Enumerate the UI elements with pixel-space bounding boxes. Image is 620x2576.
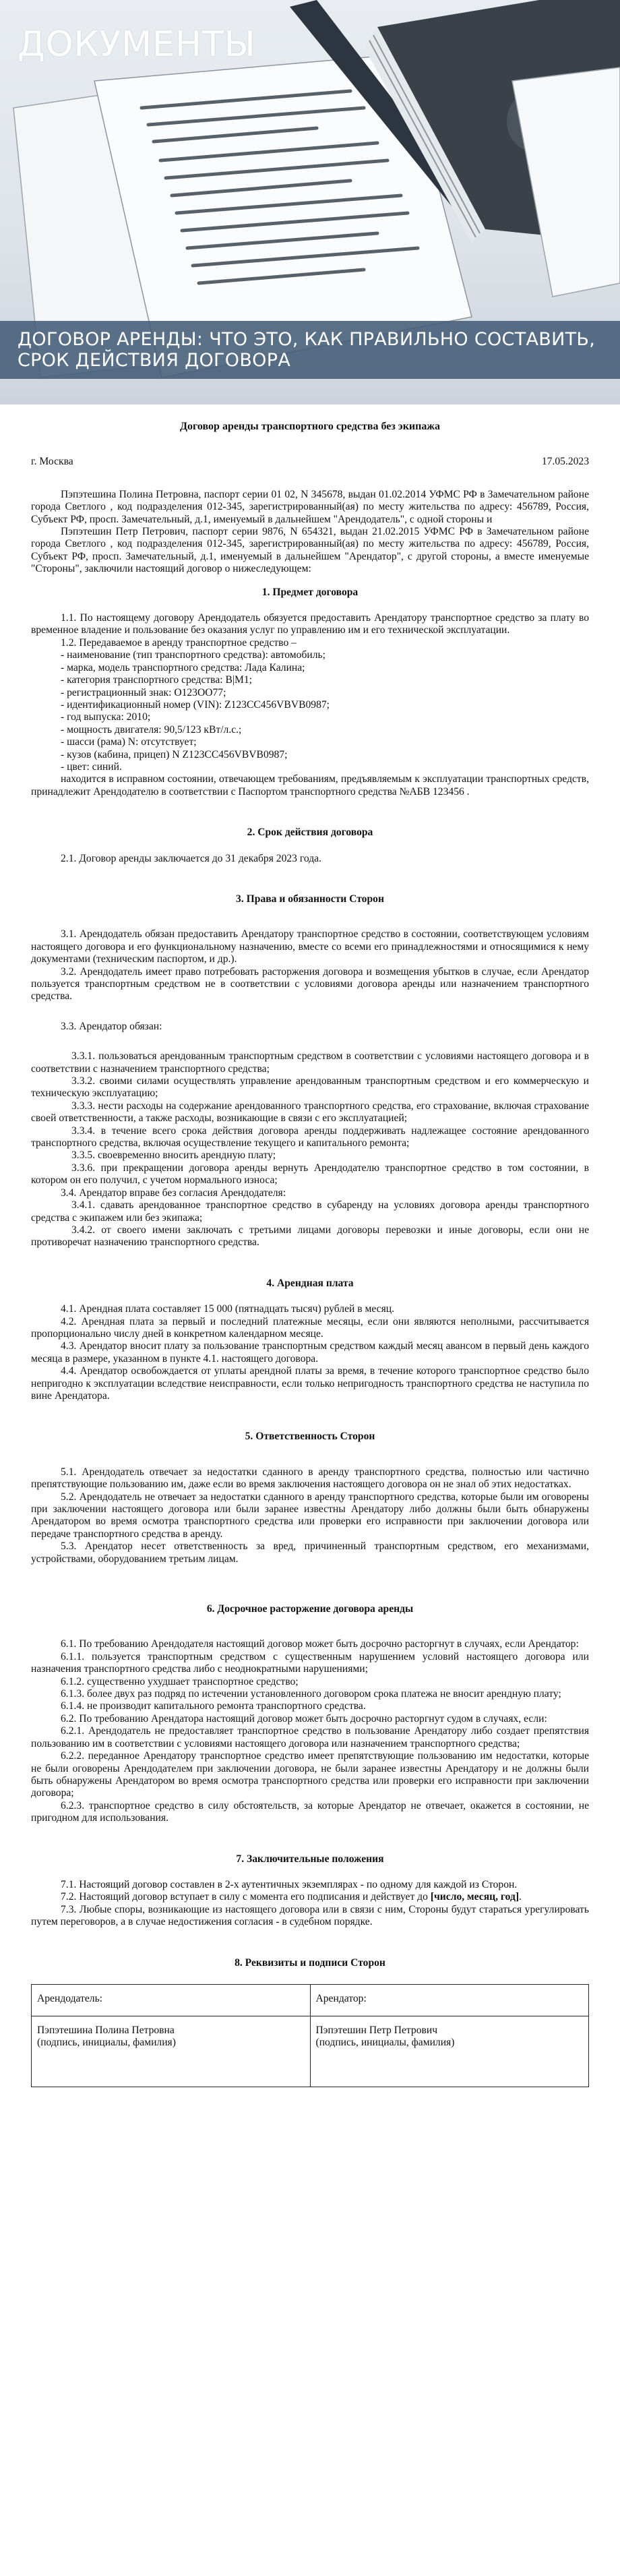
- banner-title: ДОКУМЕНТЫ: [18, 24, 256, 65]
- landlord-signature-hint: (подпись, инициалы, фамилия): [37, 2036, 176, 2048]
- clause-4-4: 4.4. Арендатор освобождается от уплаты арендной платы за время, в течение которого транспортное средство было непригодно к эксплуатации вследствие неисправности, если только непригодность транспортного средства не наступила по вине Арендатора.: [31, 1365, 589, 1402]
- tenant-name: Пэпэтешин Петр Петрович: [315, 2024, 438, 2036]
- section-title-2: 2. Срок действия договора: [247, 827, 373, 839]
- vehicle-spec-item: - мощность двигателя: 90,5/123 кВт/л.с.;: [61, 723, 242, 736]
- section-title-7: 7. Заключительные положения: [236, 1853, 384, 1865]
- clause-3-3-2: 3.3.2. своими силами осуществлять управление арендованным транспортным средством и его коммерческую и техническую эксплуатацию;: [31, 1075, 589, 1100]
- clause-4-2: 4.2. Арендная плата за первый и последний платежные месяцы, если они являются неполными, рассчитывается пропорционально числу дней в конкретном календарном месяце.: [31, 1315, 589, 1340]
- clause-3-3-5: 3.3.5. своевременно вносить арендную плату;: [71, 1149, 276, 1162]
- clause-3-3-1: 3.3.1. пользоваться арендованным транспортным средством в соответствии с условиями настоящего договора и в соответствии с назначением транспортного средства;: [31, 1050, 589, 1075]
- clause-3-4-2: 3.4.2. от своего имени заключать с третьими лицами договоры перевозки и иные договоры, если они не противоречат назначению транспортного средства.: [31, 1224, 589, 1249]
- landlord-name: Пэпэтешина Полина Петровна: [37, 2024, 175, 2036]
- clause-3-3-6: 3.3.6. при прекращении договора аренды вернуть Арендодателю транспортное средство в том состоянии, в котором он его получил, с учетом нормального износа;: [31, 1162, 589, 1187]
- clause-7-2-placeholder: [число, месяц, год]: [430, 1891, 520, 1903]
- clause-7-2: [31, 1891, 589, 1903]
- vehicle-spec-item: - марка, модель транспортного средства: Лада Калина;: [61, 661, 305, 673]
- vehicle-spec-item: - регистрационный знак: О123ОО77;: [61, 686, 226, 698]
- clause-4-1: 4.1. Арендная плата составляет 15 000 (пятнадцать тысяч) рублей в месяц.: [61, 1303, 395, 1315]
- contract-document: [31, 405, 589, 2087]
- clause-6-2-2: 6.2.2. переданное Арендатору транспортное средство имеет препятствующие пользованию им недостатки, которые не были оговорены Арендодателем при заключении договора, не были заранее известны Арендатору и не должны были быть обнаружены Арендатором во время осмотра транспортного средства или проверки его исправности при заключении договора;: [31, 1750, 589, 1799]
- clause-7-2-text: 7.2. Настоящий договор вступает в силу с момента его подписания и действует до: [61, 1891, 431, 1903]
- party-tenant-paragraph: Пэпэтешин Петр Петрович, паспорт серии 9876, N 654321, выдан 21.02.2015 УФМС РФ в Замечательном районе города Светлого , код подразделения 012-345, зарегистрированный(ая) по месту жительства по адресу: 456789, Россия, Субъект РФ, просп. Замечательный, д.1, именуемый в дальнейшем "Арендатор", с другой стороны, а вместе именуемые "Стороны", заключили настоящий договор о нижеследующем:: [31, 526, 589, 575]
- clause-7-2-end: .: [519, 1891, 522, 1903]
- clause-6-2-3: 6.2.3. транспортное средство в силу обстоятельств, за которые Арендатор не отвечает, окажется в состоянии, не пригодном для использования.: [31, 1799, 589, 1824]
- section-title-4: 4. Арендная плата: [266, 1277, 354, 1289]
- signatures-table: [31, 1984, 589, 2087]
- contract-title: Договор аренды транспортного средства без экипажа: [180, 421, 440, 432]
- clause-3-1: 3.1. Арендодатель обязан предоставить Арендатору транспортное средство в состоянии, соответствующем условиям настоящего договора и его функциональному назначению, вместе со всеми его принадлежностями и относящимися к нему документами (техническим паспортом, и др.).: [31, 928, 589, 965]
- vehicle-spec-item: - кузов (кабина, прицеп) N Z123CC456VBVB0987;: [61, 748, 288, 760]
- vehicle-spec-item: - цвет: синий.: [61, 760, 122, 773]
- clause-3-4: 3.4. Арендатор вправе без согласия Арендодателя:: [61, 1187, 286, 1199]
- vehicle-spec-item: - наименование (тип транспортного средства): автомобиль;: [61, 649, 326, 661]
- clause-6-2: 6.2. По требованию Арендатора настоящий договор может быть досрочно расторгнут судом в случаях, если:: [61, 1712, 547, 1725]
- landlord-heading-cell: Арендодатель:: [32, 1984, 311, 2016]
- clause-6-1-1: 6.1.1. пользуется транспортным средством с существенным нарушением условий настоящего договора или назначения транспортного средства либо с неоднократными нарушениями;: [31, 1650, 589, 1675]
- section-title-6: 6. Досрочное расторжение договора аренды: [206, 1603, 414, 1615]
- section-title-8: 8. Реквизиты и подписи Сторон: [235, 1956, 385, 1969]
- clause-6-2-1: 6.2.1. Арендодатель не предоставляет транспортное средство в пользование Арендатору либо создает препятствия пользованию им в соответствии с условиями настоящего договора или назначением транспортного средства;: [31, 1725, 589, 1749]
- clause-4-3: 4.3. Арендатор вносит плату за пользование транспортным средством каждый месяц авансом в первый день каждого месяца в размере, указанном в пункте 4.1. настоящего договора.: [31, 1340, 589, 1365]
- tenant-heading-cell: Арендатор:: [310, 1984, 589, 2016]
- vehicle-spec-item: - идентификационный номер (VIN): Z123CC456VBVB0987;: [61, 698, 330, 711]
- clause-1-2: 1.2. Передаваемое в аренду транспортное средство –: [61, 636, 297, 649]
- clause-3-4-1: 3.4.1. сдавать арендованное транспортное средство в субаренду на условиях договора аренды транспортного средства с экипажем или без экипажа;: [31, 1199, 589, 1224]
- party-landlord-paragraph: Пэпэтешина Полина Петровна, паспорт серии 01 02, N 345678, выдан 01.02.2014 УФМС РФ в Замечательном районе города Светлого , код подразделения 012-345, зарегистрированный(ая) по месту жительства по адресу: 456789, Россия, Субъект РФ, просп. Замечательный, д.1, именуемый в дальнейшем "Арендодатель", с одной стороны и: [31, 488, 589, 525]
- clause-3-3-4: 3.3.4. в течение всего срока действия договора аренды поддерживать надлежащее состояние арендованного транспортного средства, включая осуществление текущего и капитального ремонта;: [31, 1125, 589, 1149]
- section-title-3: 3. Права и обязанности Сторон: [236, 893, 384, 905]
- clause-6-1-2: 6.1.2. существенно ухудшает транспортное средство;: [61, 1675, 299, 1687]
- landlord-signature-cell: [32, 2016, 311, 2087]
- clause-2-1: 2.1. Договор аренды заключается до 31 декабря 2023 года.: [61, 852, 321, 864]
- clause-3-2: 3.2. Арендодатель имеет право потребовать расторжения договора и возмещения убытков в случае, если Арендатор пользуется транспортным средством не в соответствии с условиями договора аренды или назначением транспортного средства.: [31, 965, 589, 1002]
- place-date-row: [31, 456, 589, 468]
- clause-5-1: 5.1. Арендодатель отвечает за недостатки сданного в аренду транспортного средства, полностью или частично препятствующие пользованию им, даже если во время заключения настоящего договора он не знал об этих недостатках.: [31, 1466, 589, 1491]
- clause-7-1: 7.1. Настоящий договор составлен в 2-х аутентичных экземплярах - по одному для каждой из Сторон.: [61, 1878, 518, 1890]
- clause-5-3: 5.3. Арендатор несет ответственность за вред, причиненный транспортным средством, его механизмами, устройствами, оборудованием третьим лицам.: [31, 1540, 589, 1565]
- clause-3-3: 3.3. Арендатор обязан:: [61, 1020, 162, 1032]
- tenant-signature-cell: [310, 2016, 589, 2087]
- clause-7-3: 7.3. Любые споры, возникающие из настоящего договора или в связи с ним, Стороны будут стараться урегулировать путем переговоров, а в случае недостижения согласия - в судебном порядке.: [31, 1903, 589, 1928]
- contract-date: 17.05.2023: [541, 456, 589, 468]
- vehicle-condition-paragraph: находится в исправном состоянии, отвечающем требованиям, предъявляемым к эксплуатации транспортных средств, принадлежит Арендодателю в соответствии с Паспортом транспортного средства №АБВ 123456 .: [31, 773, 589, 798]
- contract-city: г. Москва: [31, 456, 73, 468]
- vehicle-spec-item: - категория транспортного средства: B|M1;: [61, 674, 253, 686]
- section-title-1: 1. Предмет договора: [261, 586, 359, 598]
- tenant-signature-hint: (подпись, инициалы, фамилия): [315, 2036, 455, 2048]
- article-banner: [0, 0, 620, 405]
- vehicle-spec-item: - шасси (рама) N: отсутствует;: [61, 736, 197, 748]
- clause-6-1-3: 6.1.3. более двух раз подряд по истечении установленного договором срока платежа не вносит арендную плату;: [61, 1688, 561, 1700]
- clause-3-3-3: 3.3.3. нести расходы на содержание арендованного транспортного средства, его страхование, включая страхование своей ответственности, а также расходы, возникающие в связи с его эксплуатацией;: [31, 1100, 589, 1125]
- clause-6-1: 6.1. По требованию Арендодателя настоящий договор может быть досрочно расторгнут в случаях, если Арендатор:: [61, 1638, 579, 1650]
- section-title-5: 5. Ответственность Сторон: [245, 1431, 375, 1443]
- banner-caption: ДОГОВОР АРЕНДЫ: ЧТО ЭТО, КАК ПРАВИЛЬНО СОСТАВИТЬ, СРОК ДЕЙСТВИЯ ДОГОВОРА: [0, 321, 620, 379]
- clause-5-2: 5.2. Арендодатель не отвечает за недостатки сданного в аренду транспортного средства, которые были им оговорены при заключении настоящего договора или были заранее известны Арендатору либо должны были быть обнаружены Арендатором во время осмотра транспортного средства или проверки его исправности при заключении договора или передаче транспортного средства в аренду.: [31, 1491, 589, 1540]
- vehicle-spec-item: - год выпуска: 2010;: [61, 711, 151, 723]
- clause-6-1-4: 6.1.4. не производит капитального ремонта транспортного средства.: [61, 1700, 366, 1712]
- clause-1-1: 1.1. По настоящему договору Арендодатель обязуется предоставить Арендатору транспортное средство за плату во временное владение и пользование без оказания услуг по управлению им и его технической эксплуатации.: [31, 612, 589, 636]
